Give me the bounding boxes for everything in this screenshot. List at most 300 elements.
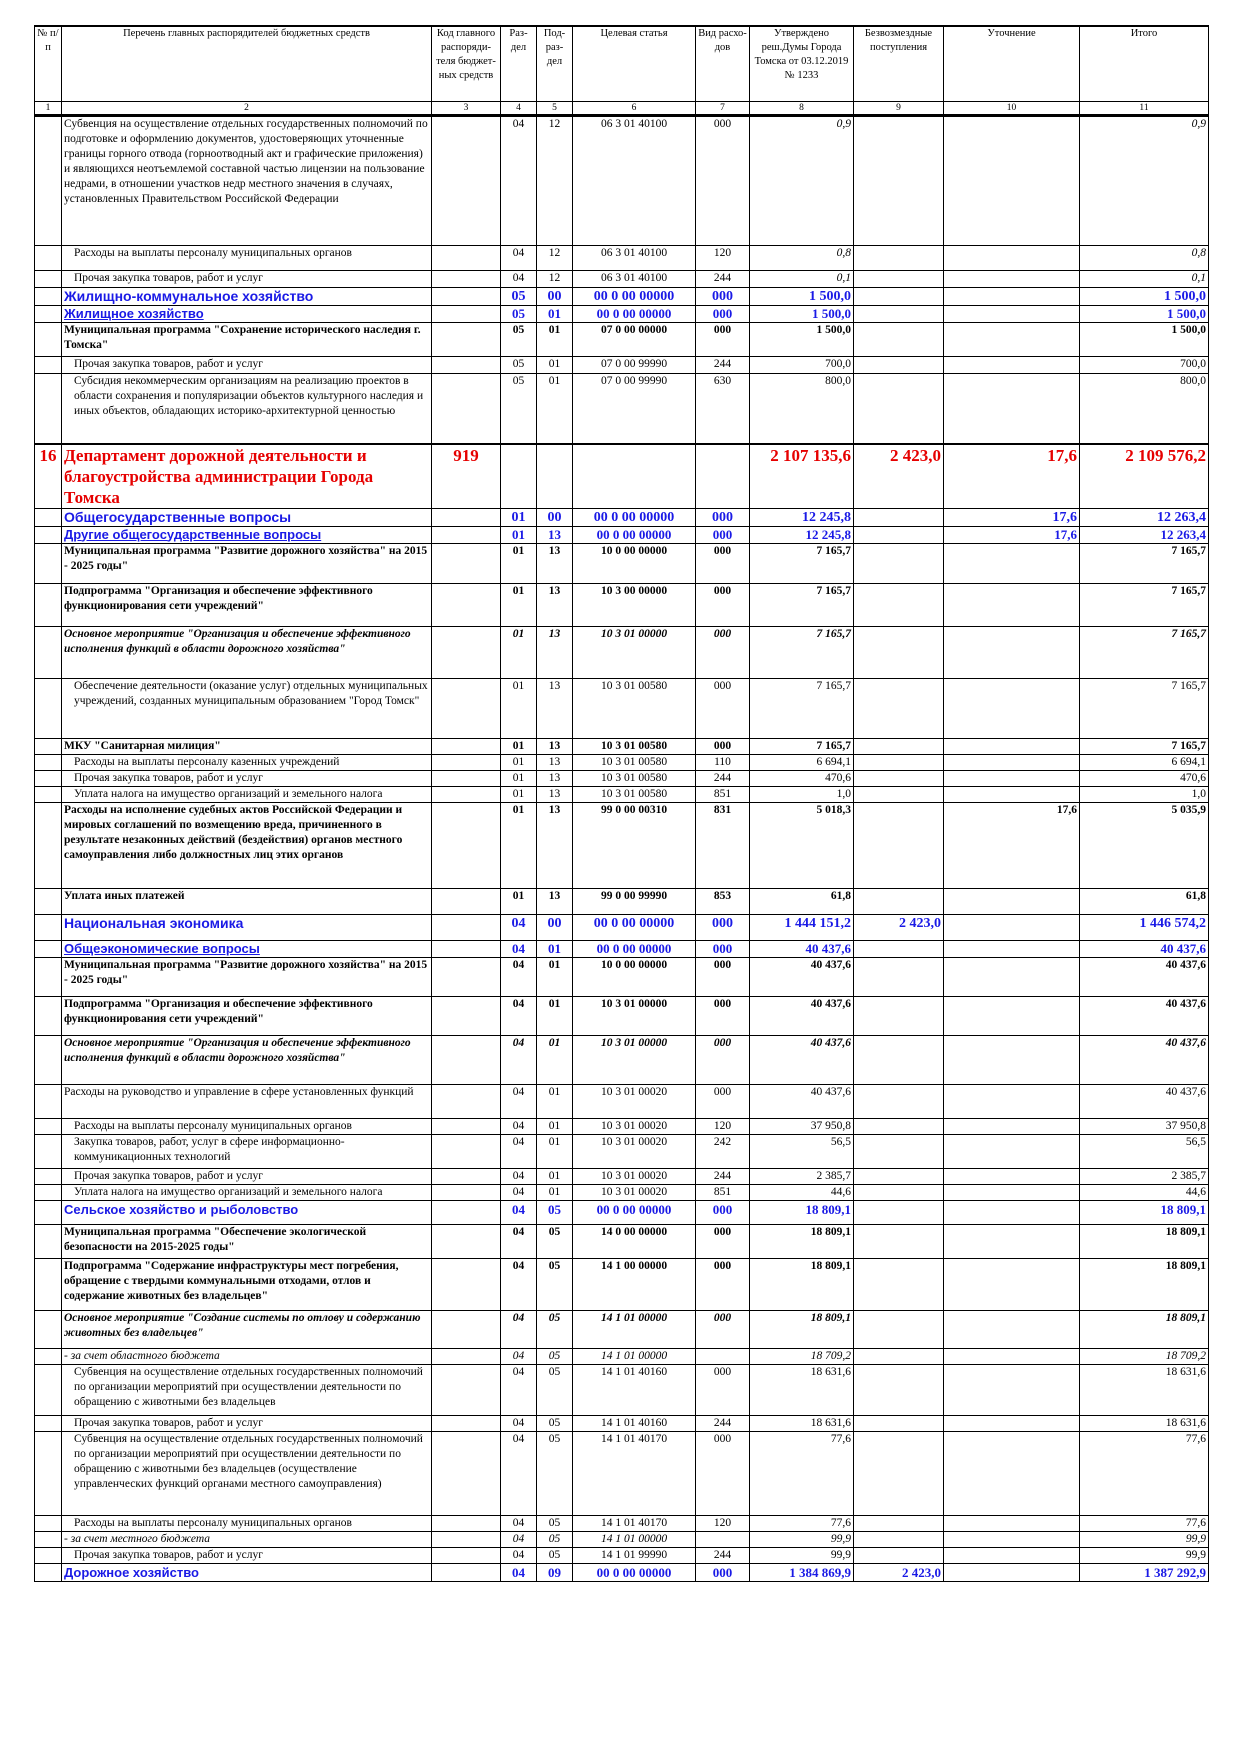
row-name: Дорожное хозяйство [62,1563,432,1581]
row-target: 99 0 00 99990 [573,888,696,914]
row-number [35,1258,62,1310]
col-header-target: Целевая статья [573,26,696,102]
row-target: 14 1 00 00000 [573,1258,696,1310]
row-approved: 0,9 [750,116,854,246]
row-gratis [854,1184,944,1200]
column-number-row [35,102,1209,116]
row-target: 14 1 01 00000 [573,1310,696,1348]
row-subsection: 13 [537,770,573,786]
row-gratis [854,802,944,888]
table-row [35,357,1209,374]
row-approved: 2 107 135,6 [750,444,854,509]
col-number: 8 [750,102,854,116]
row-section: 04 [501,996,537,1035]
row-approved: 1 500,0 [750,306,854,323]
table-row [35,116,1209,246]
row-target: 10 3 01 00020 [573,1184,696,1200]
row-subsection: 05 [537,1364,573,1415]
row-number [35,914,62,940]
row-target: 99 0 00 00310 [573,802,696,888]
table-row [35,1364,1209,1415]
row-total: 40 437,6 [1080,940,1209,957]
row-target: 10 3 01 00000 [573,996,696,1035]
table-row [35,1118,1209,1134]
row-target: 10 3 01 00580 [573,738,696,754]
row-expense-type: 120 [696,1515,750,1531]
row-total: 44,6 [1080,1184,1209,1200]
row-clarification [944,1035,1080,1084]
row-section: 04 [501,1563,537,1581]
row-gratis [854,1224,944,1258]
row-approved: 40 437,6 [750,1084,854,1118]
row-clarification [944,996,1080,1035]
row-code [432,1531,501,1547]
table-row [35,786,1209,802]
row-gratis: 2 423,0 [854,914,944,940]
row-approved: 0,1 [750,271,854,288]
col-number: 3 [432,102,501,116]
table-row [35,1310,1209,1348]
row-section: 05 [501,288,537,306]
col-header-approved: Утверждено реш.Думы Города Томска от 03.12.2019 № 1233 [750,26,854,102]
row-subsection: 01 [537,374,573,444]
row-target: 10 3 01 00020 [573,1168,696,1184]
row-target: 06 3 01 40100 [573,116,696,246]
row-gratis [854,288,944,306]
row-number [35,802,62,888]
table-row [35,678,1209,738]
row-clarification: 17,6 [944,526,1080,543]
row-target: 14 1 01 40170 [573,1515,696,1531]
row-target: 14 1 01 00000 [573,1531,696,1547]
row-expense-type: 000 [696,678,750,738]
row-section: 01 [501,678,537,738]
row-gratis [854,543,944,583]
row-code [432,786,501,802]
row-total: 700,0 [1080,357,1209,374]
row-gratis [854,1258,944,1310]
row-number [35,1531,62,1547]
row-section: 04 [501,1118,537,1134]
row-total: 56,5 [1080,1134,1209,1168]
row-subsection: 01 [537,323,573,357]
row-subsection: 01 [537,1184,573,1200]
row-number [35,957,62,996]
row-total: 18 809,1 [1080,1258,1209,1310]
row-expense-type: 000 [696,323,750,357]
row-target: 00 0 00 00000 [573,508,696,526]
row-code [432,1168,501,1184]
row-target: 06 3 01 40100 [573,271,696,288]
row-expense-type: 000 [696,288,750,306]
row-subsection: 13 [537,786,573,802]
row-clarification [944,626,1080,678]
table-row [35,1168,1209,1184]
row-number [35,116,62,246]
row-name: Расходы на руководство и управление в сфере установленных функций [62,1084,432,1118]
row-subsection: 01 [537,1168,573,1184]
row-name: - за счет областного бюджета [62,1348,432,1364]
row-subsection: 13 [537,678,573,738]
row-expense-type: 000 [696,1258,750,1310]
row-target: 10 3 00 00000 [573,583,696,626]
row-code [432,543,501,583]
col-header-subsection: Под-раз-дел [537,26,573,102]
row-clarification [944,116,1080,246]
col-number: 2 [62,102,432,116]
row-target: 10 0 00 00000 [573,957,696,996]
row-name: Прочая закупка товаров, работ и услуг [62,1415,432,1431]
row-gratis [854,374,944,444]
row-subsection: 05 [537,1258,573,1310]
row-code [432,754,501,770]
row-code [432,1258,501,1310]
table-row [35,1258,1209,1310]
row-code [432,996,501,1035]
row-gratis: 2 423,0 [854,444,944,509]
row-approved: 44,6 [750,1184,854,1200]
row-name: Субвенция на осуществление отдельных государственных полномочий по организации мероприятий при осуществлении деятельности по обращению с животными без владельцев [62,1364,432,1415]
row-subsection: 05 [537,1415,573,1431]
row-subsection: 01 [537,1118,573,1134]
table-row [35,374,1209,444]
row-target: 10 3 01 00580 [573,770,696,786]
row-total: 1,0 [1080,786,1209,802]
row-expense-type: 000 [696,1431,750,1515]
row-total: 61,8 [1080,888,1209,914]
table-row [35,1200,1209,1224]
row-code [432,306,501,323]
row-name: Муниципальная программа "Развитие дорожного хозяйства" на 2015 - 2025 годы" [62,957,432,996]
row-section: 01 [501,543,537,583]
row-approved: 1,0 [750,786,854,802]
row-total: 7 165,7 [1080,678,1209,738]
row-code [432,1184,501,1200]
row-gratis [854,1431,944,1515]
row-total: 7 165,7 [1080,626,1209,678]
row-gratis [854,678,944,738]
row-total: 0,8 [1080,246,1209,271]
row-total: 5 035,9 [1080,802,1209,888]
row-number [35,738,62,754]
col-header-total: Итого [1080,26,1209,102]
row-clarification [944,1431,1080,1515]
row-approved: 18 809,1 [750,1200,854,1224]
row-clarification [944,323,1080,357]
col-number: 5 [537,102,573,116]
row-gratis [854,1118,944,1134]
row-subsection: 01 [537,357,573,374]
row-section: 04 [501,246,537,271]
row-approved: 800,0 [750,374,854,444]
row-number [35,940,62,957]
row-total: 18 631,6 [1080,1364,1209,1415]
row-expense-type: 000 [696,738,750,754]
row-gratis [854,1134,944,1168]
row-clarification: 17,6 [944,444,1080,509]
table-row [35,306,1209,323]
row-clarification [944,1348,1080,1364]
row-code [432,357,501,374]
row-code [432,1200,501,1224]
row-clarification [944,1118,1080,1134]
row-expense-type: 851 [696,1184,750,1200]
row-expense-type: 000 [696,1364,750,1415]
table-row [35,754,1209,770]
row-code: 919 [432,444,501,509]
row-approved: 77,6 [750,1431,854,1515]
row-clarification [944,374,1080,444]
row-number [35,626,62,678]
row-gratis [854,1200,944,1224]
row-target: 10 3 01 00020 [573,1084,696,1118]
row-number [35,306,62,323]
row-code [432,802,501,888]
row-expense-type: 000 [696,914,750,940]
row-approved: 7 165,7 [750,738,854,754]
row-total: 6 694,1 [1080,754,1209,770]
table-row [35,957,1209,996]
row-approved: 6 694,1 [750,754,854,770]
row-name: Жилищное хозяйство [62,306,432,323]
col-number: 7 [696,102,750,116]
row-total: 40 437,6 [1080,957,1209,996]
row-code [432,1118,501,1134]
row-target: 07 0 00 99990 [573,357,696,374]
row-gratis [854,940,944,957]
row-section: 04 [501,1134,537,1168]
row-subsection: 13 [537,526,573,543]
row-name: Другие общегосударственные вопросы [62,526,432,543]
row-total: 77,6 [1080,1515,1209,1531]
row-section: 01 [501,626,537,678]
row-total: 18 809,1 [1080,1200,1209,1224]
col-header-clarification: Уточнение [944,26,1080,102]
row-number [35,508,62,526]
row-clarification [944,1258,1080,1310]
row-expense-type: 000 [696,583,750,626]
row-code [432,583,501,626]
budget-table [34,25,1209,1582]
row-expense-type: 000 [696,543,750,583]
row-total: 99,9 [1080,1531,1209,1547]
row-section: 04 [501,1547,537,1563]
row-expense-type: 000 [696,1035,750,1084]
row-code [432,888,501,914]
row-number [35,1118,62,1134]
row-approved: 470,6 [750,770,854,786]
row-code [432,1431,501,1515]
row-gratis [854,1084,944,1118]
row-code [432,1224,501,1258]
row-code [432,940,501,957]
row-expense-type: 244 [696,770,750,786]
table-row [35,271,1209,288]
row-number [35,1184,62,1200]
row-section: 04 [501,116,537,246]
row-approved: 99,9 [750,1547,854,1563]
row-number [35,246,62,271]
row-code [432,1035,501,1084]
row-gratis [854,1364,944,1415]
row-gratis [854,1547,944,1563]
row-expense-type: 000 [696,1084,750,1118]
row-number [35,1200,62,1224]
row-target: 10 3 01 00580 [573,678,696,738]
row-total: 1 500,0 [1080,306,1209,323]
row-number [35,1515,62,1531]
row-clarification [944,888,1080,914]
row-expense-type: 000 [696,1563,750,1581]
row-name: Жилищно-коммунальное хозяйство [62,288,432,306]
row-number [35,996,62,1035]
row-name: Прочая закупка товаров, работ и услуг [62,1168,432,1184]
row-approved: 0,8 [750,246,854,271]
row-target: 14 1 01 40170 [573,1431,696,1515]
table-row [35,1547,1209,1563]
row-name: Основное мероприятие "Создание системы по отлову и содержанию животных без владельцев" [62,1310,432,1348]
row-clarification [944,754,1080,770]
table-row [35,888,1209,914]
row-total: 18 809,1 [1080,1224,1209,1258]
row-target: 10 3 01 00020 [573,1134,696,1168]
row-expense-type: 000 [696,1224,750,1258]
table-row [35,583,1209,626]
row-clarification [944,786,1080,802]
row-section: 04 [501,1084,537,1118]
row-expense-type: 000 [696,996,750,1035]
row-section: 04 [501,1364,537,1415]
row-total: 2 385,7 [1080,1168,1209,1184]
row-subsection: 12 [537,271,573,288]
row-name: Общеэкономические вопросы [62,940,432,957]
row-expense-type: 000 [696,1200,750,1224]
row-subsection: 01 [537,1035,573,1084]
row-target: 00 0 00 00000 [573,1563,696,1581]
row-name: Основное мероприятие "Организация и обеспечение эффективного исполнения функций в области дорожного хозяйства" [62,1035,432,1084]
row-code [432,1084,501,1118]
row-name: Национальная экономика [62,914,432,940]
table-row [35,626,1209,678]
row-clarification [944,1168,1080,1184]
row-total: 18 709,2 [1080,1348,1209,1364]
row-approved: 18 809,1 [750,1224,854,1258]
col-header-code: Код главного распоряди-теля бюджет-ных средств [432,26,501,102]
row-total: 18 809,1 [1080,1310,1209,1348]
row-subsection: 13 [537,626,573,678]
row-number [35,1563,62,1581]
row-gratis [854,770,944,786]
row-number [35,271,62,288]
row-subsection: 05 [537,1515,573,1531]
row-section: 04 [501,914,537,940]
row-number [35,1224,62,1258]
col-header-expense-type: Вид расхо-дов [696,26,750,102]
row-approved: 61,8 [750,888,854,914]
row-approved: 2 385,7 [750,1168,854,1184]
row-section: 04 [501,1184,537,1200]
row-target: 00 0 00 00000 [573,940,696,957]
table-row [35,1431,1209,1515]
row-subsection: 00 [537,288,573,306]
row-gratis [854,583,944,626]
row-subsection: 01 [537,1134,573,1168]
row-subsection: 01 [537,1084,573,1118]
row-total: 470,6 [1080,770,1209,786]
row-target: 07 0 00 00000 [573,323,696,357]
row-expense-type: 120 [696,1118,750,1134]
row-code [432,271,501,288]
row-clarification: 17,6 [944,802,1080,888]
row-clarification [944,957,1080,996]
row-clarification [944,1415,1080,1431]
row-number [35,678,62,738]
row-clarification [944,1531,1080,1547]
row-section: 05 [501,306,537,323]
row-expense-type: 000 [696,957,750,996]
row-clarification [944,914,1080,940]
row-number [35,1168,62,1184]
row-approved: 18 809,1 [750,1310,854,1348]
row-target: 10 3 01 00580 [573,786,696,802]
row-clarification [944,543,1080,583]
row-clarification [944,678,1080,738]
row-approved: 40 437,6 [750,1035,854,1084]
row-subsection: 12 [537,116,573,246]
row-name: Расходы на выплаты персоналу казенных учреждений [62,754,432,770]
row-subsection: 01 [537,996,573,1035]
row-name: Субвенция на осуществление отдельных государственных полномочий по подготовке и оформлению документов, удостоверяющих уточненные границы горного отвода (горноотводный акт и графические приложения) и являющихся неотъемлемой составной частью лицензии на пользование недрами, в отношении участков недр местного значения в случаях, установленных Правительством Российской Федерации [62,116,432,246]
row-code [432,626,501,678]
row-number [35,526,62,543]
row-approved: 99,9 [750,1531,854,1547]
row-clarification [944,306,1080,323]
row-subsection: 13 [537,754,573,770]
row-expense-type: 831 [696,802,750,888]
row-subsection: 13 [537,888,573,914]
col-number: 10 [944,102,1080,116]
row-name: Сельское хозяйство и рыболовство [62,1200,432,1224]
row-section: 04 [501,940,537,957]
table-row [35,914,1209,940]
row-section: 05 [501,357,537,374]
row-subsection: 00 [537,508,573,526]
row-section: 01 [501,738,537,754]
row-clarification [944,770,1080,786]
table-row [35,543,1209,583]
row-section: 04 [501,957,537,996]
row-name: Закупка товаров, работ, услуг в сфере информационно-коммуникационных технологий [62,1134,432,1168]
row-subsection: 05 [537,1224,573,1258]
row-expense-type: 244 [696,1547,750,1563]
row-target: 00 0 00 00000 [573,526,696,543]
row-expense-type: 244 [696,1168,750,1184]
table-row [35,526,1209,543]
row-target: 00 0 00 00000 [573,1200,696,1224]
row-name: Субвенция на осуществление отдельных государственных полномочий по организации мероприятий при осуществлении деятельности по обращению с животными без владельцев (осуществление управленческих функций органами местного самоуправления) [62,1431,432,1515]
row-total: 40 437,6 [1080,1084,1209,1118]
col-number: 6 [573,102,696,116]
row-target: 06 3 01 40100 [573,246,696,271]
row-gratis [854,1515,944,1531]
row-total: 1 387 292,9 [1080,1563,1209,1581]
row-approved: 1 500,0 [750,323,854,357]
row-clarification [944,1547,1080,1563]
row-total: 1 500,0 [1080,323,1209,357]
row-approved: 40 437,6 [750,940,854,957]
row-subsection: 09 [537,1563,573,1581]
row-approved: 1 444 151,2 [750,914,854,940]
